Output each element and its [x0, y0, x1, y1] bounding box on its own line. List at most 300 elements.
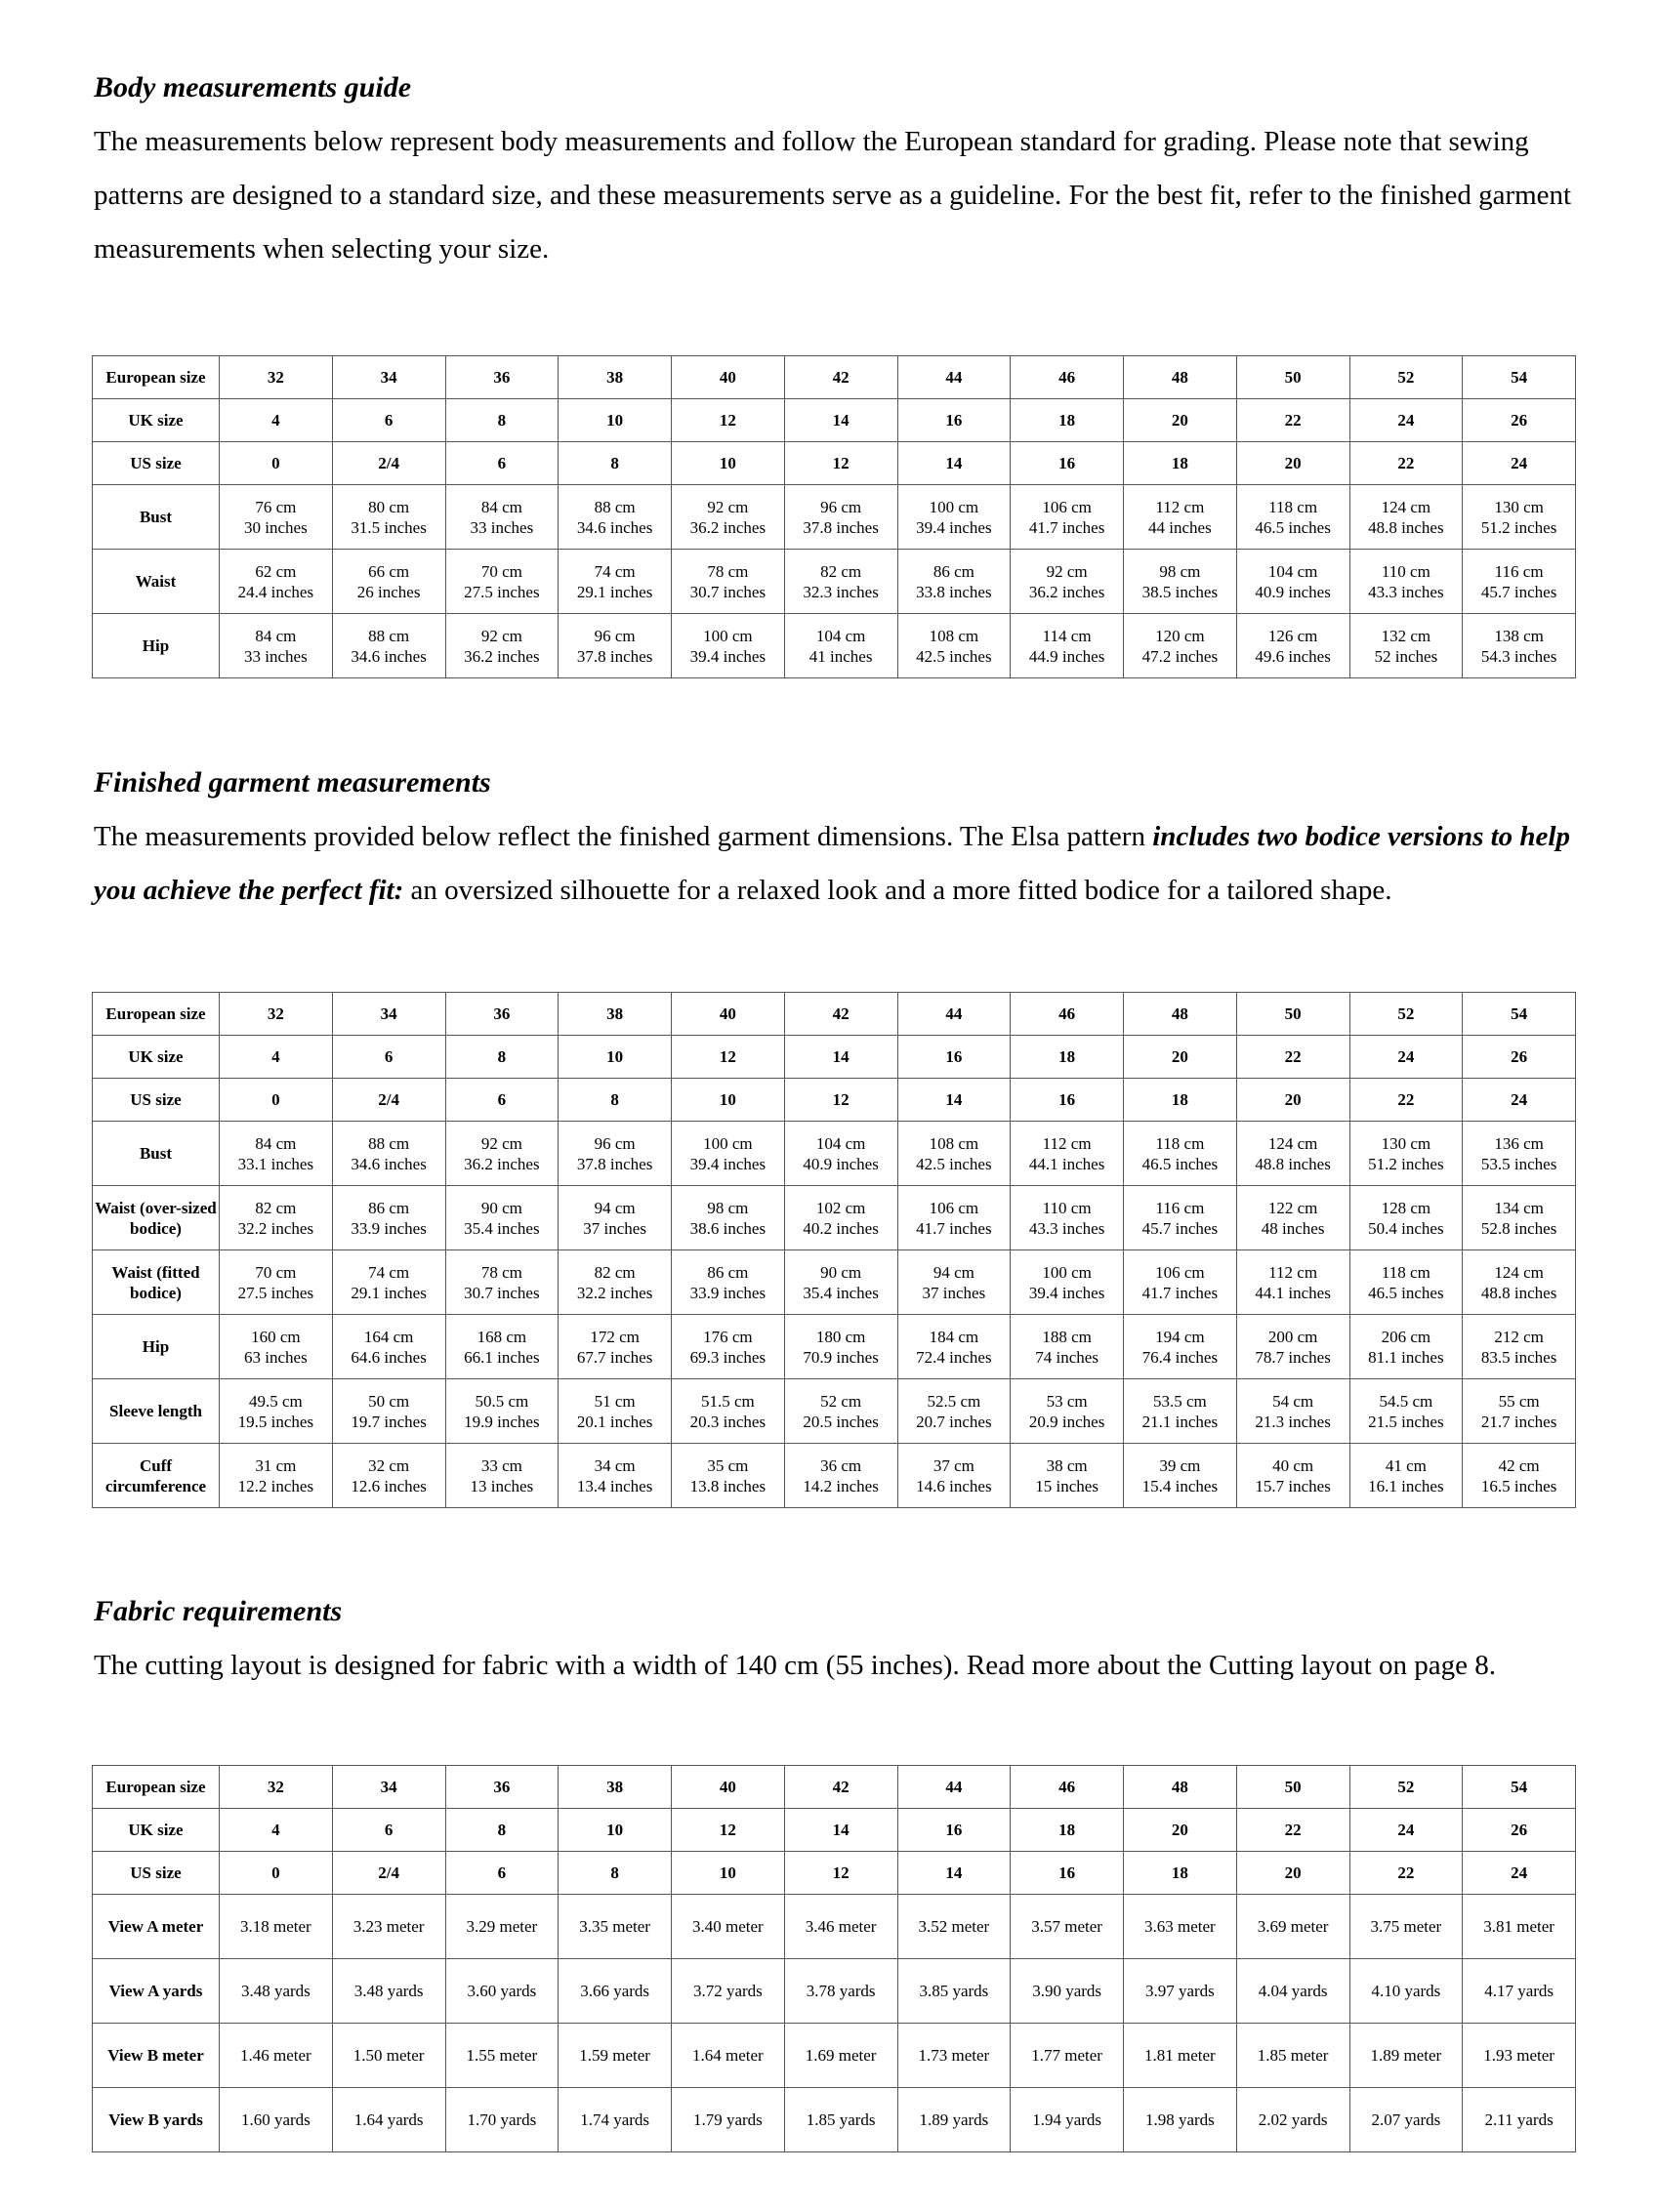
cm-value: 92 cm — [1046, 561, 1088, 581]
cm-value: 160 cm — [251, 1327, 301, 1346]
measurement-cell — [1236, 1186, 1349, 1250]
fabric-cell: 3.35 meter — [559, 1895, 672, 1959]
inch-value: 44.9 inches — [1028, 646, 1105, 666]
inch-value: 45.7 inches — [1480, 582, 1557, 601]
cm-value: 96 cm — [820, 497, 862, 516]
finished-garment-section — [94, 765, 1574, 918]
size-cell: 20 — [1124, 399, 1237, 442]
cm-value: 35 cm — [707, 1455, 749, 1475]
measurement-cell — [784, 1186, 897, 1250]
size-cell: 52 — [1349, 1766, 1463, 1809]
inch-value: 76.4 inches — [1141, 1347, 1219, 1367]
measurement-cell — [332, 614, 445, 678]
row-header: View A yards — [93, 1959, 220, 2024]
inch-value: 35.4 inches — [803, 1283, 879, 1302]
measurement-cell — [672, 1186, 785, 1250]
size-cell: 52 — [1349, 356, 1463, 399]
row-header: Waist (over-sized bodice) — [93, 1186, 220, 1250]
size-cell: 8 — [445, 1036, 559, 1079]
size-cell: 16 — [1011, 1079, 1124, 1122]
fabric-cell: 3.81 meter — [1463, 1895, 1576, 1959]
size-cell: 52 — [1349, 993, 1463, 1036]
size-cell: 34 — [332, 993, 445, 1036]
inch-value: 19.7 inches — [351, 1412, 427, 1431]
row-header: Hip — [93, 1315, 220, 1379]
size-cell: 20 — [1236, 1852, 1349, 1895]
measurement-row — [93, 1315, 1576, 1379]
inch-value: 14.6 inches — [916, 1476, 992, 1495]
measurement-cell — [672, 550, 785, 614]
size-cell: 18 — [1011, 1809, 1124, 1852]
cm-value: 55 cm — [1498, 1391, 1540, 1411]
fabric-cell: 1.59 meter — [559, 2024, 672, 2088]
measurement-cell — [672, 1315, 785, 1379]
size-cell: 6 — [332, 1809, 445, 1852]
fabric-cell: 1.81 meter — [1124, 2024, 1237, 2088]
measurement-cell — [784, 614, 897, 678]
cm-value: 134 cm — [1494, 1198, 1544, 1217]
size-cell: 16 — [897, 399, 1011, 442]
measurement-cell — [445, 550, 559, 614]
size-cell: 16 — [1011, 1852, 1124, 1895]
size-cell: 8 — [559, 442, 672, 485]
measurement-cell — [1011, 1379, 1124, 1444]
size-cell: 12 — [784, 1852, 897, 1895]
cm-value: 90 cm — [820, 1262, 862, 1282]
cm-value: 74 cm — [594, 561, 636, 581]
inch-value: 16.1 inches — [1368, 1476, 1444, 1495]
cm-value: 114 cm — [1042, 626, 1092, 645]
row-header: US size — [93, 1852, 220, 1895]
size-cell: 44 — [897, 1766, 1011, 1809]
size-cell: 48 — [1124, 356, 1237, 399]
fabric-cell: 3.63 meter — [1124, 1895, 1237, 1959]
fabric-cell: 3.85 yards — [897, 1959, 1011, 2024]
cm-value: 116 cm — [1494, 561, 1544, 581]
cm-value: 50.5 cm — [475, 1391, 529, 1411]
measurement-cell — [332, 1250, 445, 1315]
measurement-row — [93, 550, 1576, 614]
measurement-cell — [332, 485, 445, 550]
size-cell: 18 — [1124, 1852, 1237, 1895]
measurement-cell — [1236, 1444, 1349, 1508]
measurement-cell — [445, 1379, 559, 1444]
measurement-cell — [1349, 1186, 1463, 1250]
cm-value: 84 cm — [255, 626, 297, 645]
size-cell: 26 — [1463, 1036, 1576, 1079]
inch-value: 33.8 inches — [916, 582, 992, 601]
size-cell: 38 — [559, 993, 672, 1036]
measurement-cell — [1463, 550, 1576, 614]
cm-value: 84 cm — [255, 1133, 297, 1153]
cm-value: 86 cm — [707, 1262, 749, 1282]
inch-value: 20.5 inches — [803, 1412, 879, 1431]
cm-value: 112 cm — [1042, 1133, 1092, 1153]
measurement-cell — [1011, 1315, 1124, 1379]
row-header: European size — [93, 993, 220, 1036]
size-row — [93, 993, 1576, 1036]
measurement-cell — [897, 1444, 1011, 1508]
inch-value: 37.8 inches — [576, 1154, 653, 1173]
cm-value: 50 cm — [368, 1391, 410, 1411]
size-cell: 0 — [220, 1852, 333, 1895]
size-cell: 10 — [672, 1079, 785, 1122]
inch-value: 13.8 inches — [689, 1476, 767, 1495]
measurement-cell — [332, 1186, 445, 1250]
inch-value: 74 inches — [1035, 1347, 1098, 1367]
measurement-cell — [897, 1122, 1011, 1186]
fabric-cell: 1.69 meter — [784, 2024, 897, 2088]
size-row — [93, 1766, 1576, 1809]
fabric-cell: 3.78 yards — [784, 1959, 897, 2024]
measurement-cell — [1349, 1315, 1463, 1379]
inch-value: 13.4 inches — [576, 1476, 653, 1495]
cm-value: 130 cm — [1494, 497, 1544, 516]
inch-value: 36.2 inches — [1028, 582, 1105, 601]
size-cell: 12 — [672, 1809, 785, 1852]
row-header: Bust — [93, 485, 220, 550]
fabric-cell: 3.23 meter — [332, 1895, 445, 1959]
cm-value: 78 cm — [480, 1262, 522, 1282]
paragraph-text: The measurements provided below reflect the finished garment dimensions. The Elsa pattern — [94, 821, 1153, 852]
inch-value: 36.2 inches — [464, 1154, 540, 1173]
size-cell: 44 — [897, 993, 1011, 1036]
cm-value: 118 cm — [1155, 1133, 1205, 1153]
inch-value: 32.2 inches — [237, 1218, 314, 1238]
size-cell: 22 — [1236, 399, 1349, 442]
measurement-cell — [1124, 485, 1237, 550]
cm-value: 76 cm — [255, 497, 297, 516]
size-cell: 22 — [1236, 1036, 1349, 1079]
measurement-cell — [1463, 1315, 1576, 1379]
size-cell: 6 — [445, 1852, 559, 1895]
fabric-requirements-heading: Fabric requirements — [94, 1595, 343, 1627]
cm-value: 36 cm — [820, 1455, 862, 1475]
measurement-cell — [1463, 1250, 1576, 1315]
inch-value: 15.4 inches — [1141, 1476, 1219, 1495]
size-cell: 46 — [1011, 993, 1124, 1036]
cm-value: 138 cm — [1494, 626, 1544, 645]
measurement-cell — [672, 614, 785, 678]
size-cell: 8 — [445, 399, 559, 442]
inch-value: 33.1 inches — [237, 1154, 314, 1173]
cm-value: 31 cm — [255, 1455, 297, 1475]
inch-value: 21.3 inches — [1255, 1412, 1331, 1431]
fabric-cell: 1.55 meter — [445, 2024, 559, 2088]
inch-value: 52 inches — [1374, 646, 1438, 666]
fabric-cell: 1.50 meter — [332, 2024, 445, 2088]
cm-value: 94 cm — [594, 1198, 636, 1217]
row-header: Hip — [93, 614, 220, 678]
size-cell: 54 — [1463, 1766, 1576, 1809]
size-cell: 24 — [1463, 442, 1576, 485]
inch-value: 30.7 inches — [464, 1283, 540, 1302]
size-cell: 22 — [1236, 1809, 1349, 1852]
fabric-cell: 4.17 yards — [1463, 1959, 1576, 2024]
measurement-cell — [559, 1444, 672, 1508]
cm-value: 108 cm — [929, 1133, 979, 1153]
size-cell: 10 — [672, 1852, 785, 1895]
size-cell: 42 — [784, 1766, 897, 1809]
body-measurements-heading: Body measurements guide — [94, 71, 412, 103]
inch-value: 39.4 inches — [1028, 1283, 1105, 1302]
size-cell: 20 — [1236, 1079, 1349, 1122]
inch-value: 37.8 inches — [576, 646, 653, 666]
inch-value: 20.1 inches — [576, 1412, 653, 1431]
measurement-cell — [559, 1250, 672, 1315]
inch-value: 33.9 inches — [689, 1283, 767, 1302]
measurement-cell — [897, 550, 1011, 614]
size-cell: 16 — [897, 1809, 1011, 1852]
size-cell: 36 — [445, 993, 559, 1036]
inch-value: 26 inches — [356, 582, 421, 601]
size-row — [93, 1809, 1576, 1852]
cm-value: 124 cm — [1267, 1133, 1318, 1153]
inch-value: 52.8 inches — [1480, 1218, 1557, 1238]
measurement-cell — [445, 1122, 559, 1186]
inch-value: 48.8 inches — [1368, 517, 1444, 537]
size-cell: 24 — [1349, 1809, 1463, 1852]
measurement-cell — [220, 485, 333, 550]
cm-value: 176 cm — [703, 1327, 753, 1346]
size-cell: 18 — [1011, 1036, 1124, 1079]
measurement-cell — [1124, 1250, 1237, 1315]
inch-value: 51.2 inches — [1480, 517, 1557, 537]
measurement-row — [93, 1895, 1576, 1959]
measurement-cell — [784, 550, 897, 614]
fabric-cell: 1.46 meter — [220, 2024, 333, 2088]
cm-value: 112 cm — [1268, 1262, 1318, 1282]
measurement-cell — [784, 1250, 897, 1315]
fabric-cell: 1.70 yards — [445, 2088, 559, 2152]
inch-value: 44.1 inches — [1255, 1283, 1331, 1302]
measurement-cell — [1124, 1444, 1237, 1508]
size-cell: 50 — [1236, 993, 1349, 1036]
cm-value: 51.5 cm — [700, 1391, 755, 1411]
inch-value: 48 inches — [1261, 1218, 1325, 1238]
measurement-cell — [1349, 1122, 1463, 1186]
cm-value: 128 cm — [1381, 1198, 1431, 1217]
size-cell: 14 — [897, 1079, 1011, 1122]
size-cell: 2/4 — [332, 1852, 445, 1895]
measurement-cell — [897, 1379, 1011, 1444]
measurement-cell — [559, 1315, 672, 1379]
row-header: Sleeve length — [93, 1379, 220, 1444]
measurement-cell — [1236, 485, 1349, 550]
inch-value: 46.5 inches — [1255, 517, 1331, 537]
measurement-cell — [559, 550, 672, 614]
measurement-cell — [220, 1315, 333, 1379]
size-cell: 18 — [1011, 399, 1124, 442]
measurement-cell — [445, 614, 559, 678]
inch-value: 32.2 inches — [576, 1283, 653, 1302]
cm-value: 100 cm — [703, 626, 753, 645]
fabric-cell: 3.66 yards — [559, 1959, 672, 2024]
cm-value: 92 cm — [707, 497, 749, 516]
inch-value: 36.2 inches — [464, 646, 540, 666]
cm-value: 188 cm — [1042, 1327, 1092, 1346]
size-row — [93, 442, 1576, 485]
inch-value: 78.7 inches — [1255, 1347, 1331, 1367]
measurement-row — [93, 1444, 1576, 1508]
inch-value: 16.5 inches — [1480, 1476, 1557, 1495]
fabric-cell: 1.89 yards — [897, 2088, 1011, 2152]
inch-value: 39.4 inches — [689, 1154, 767, 1173]
inch-value: 66.1 inches — [464, 1347, 540, 1367]
size-cell: 32 — [220, 993, 333, 1036]
fabric-cell: 1.74 yards — [559, 2088, 672, 2152]
measurement-cell — [1349, 1250, 1463, 1315]
inch-value: 67.7 inches — [576, 1347, 653, 1367]
size-cell: 16 — [1011, 442, 1124, 485]
size-cell: 50 — [1236, 356, 1349, 399]
cm-value: 54 cm — [1272, 1391, 1314, 1411]
measurement-cell — [1463, 614, 1576, 678]
size-cell: 12 — [672, 399, 785, 442]
cm-value: 110 cm — [1381, 561, 1430, 581]
inch-value: 44.1 inches — [1028, 1154, 1105, 1173]
inch-value: 48.8 inches — [1255, 1154, 1331, 1173]
measurement-row — [93, 1250, 1576, 1315]
cm-value: 98 cm — [707, 1198, 749, 1217]
inch-value: 19.9 inches — [464, 1412, 540, 1431]
fabric-cell: 3.60 yards — [445, 1959, 559, 2024]
cm-value: 126 cm — [1267, 626, 1318, 645]
measurement-cell — [1349, 1444, 1463, 1508]
inch-value: 34.6 inches — [576, 517, 653, 537]
cm-value: 78 cm — [707, 561, 749, 581]
measurement-row — [93, 2088, 1576, 2152]
cm-value: 100 cm — [703, 1133, 753, 1153]
cm-value: 112 cm — [1155, 497, 1205, 516]
cm-value: 124 cm — [1494, 1262, 1544, 1282]
inch-value: 72.4 inches — [916, 1347, 992, 1367]
fabric-cell: 1.79 yards — [672, 2088, 785, 2152]
cm-value: 118 cm — [1381, 1262, 1430, 1282]
size-cell: 40 — [672, 1766, 785, 1809]
measurement-cell — [445, 1186, 559, 1250]
cm-value: 122 cm — [1267, 1198, 1318, 1217]
fabric-cell: 3.29 meter — [445, 1895, 559, 1959]
inch-value: 46.5 inches — [1368, 1283, 1444, 1302]
size-cell: 2/4 — [332, 442, 445, 485]
fabric-cell: 4.10 yards — [1349, 1959, 1463, 2024]
cm-value: 37 cm — [933, 1455, 974, 1475]
size-cell: 16 — [897, 1036, 1011, 1079]
measurement-cell — [1236, 1250, 1349, 1315]
row-header: US size — [93, 1079, 220, 1122]
measurement-cell — [1463, 1379, 1576, 1444]
measurement-cell — [1011, 1186, 1124, 1250]
inch-value: 49.6 inches — [1255, 646, 1331, 666]
inch-value: 37 inches — [922, 1283, 986, 1302]
size-cell: 44 — [897, 356, 1011, 399]
row-header: View A meter — [93, 1895, 220, 1959]
cm-value: 51 cm — [594, 1391, 636, 1411]
measurement-cell — [332, 1122, 445, 1186]
cm-value: 66 cm — [368, 561, 410, 581]
fabric-requirements-table — [92, 1765, 1576, 2152]
measurement-cell — [1011, 1250, 1124, 1315]
size-cell: 8 — [559, 1852, 672, 1895]
fabric-cell: 2.07 yards — [1349, 2088, 1463, 2152]
inch-value: 48.8 inches — [1480, 1283, 1557, 1302]
fabric-cell: 1.85 yards — [784, 2088, 897, 2152]
cm-value: 136 cm — [1494, 1133, 1544, 1153]
size-cell: 36 — [445, 356, 559, 399]
inch-value: 14.2 inches — [803, 1476, 879, 1495]
size-cell: 6 — [332, 1036, 445, 1079]
fabric-cell: 1.64 yards — [332, 2088, 445, 2152]
inch-value: 38.6 inches — [689, 1218, 767, 1238]
size-cell: 14 — [784, 1809, 897, 1852]
cm-value: 104 cm — [1267, 561, 1318, 581]
size-cell: 6 — [445, 1079, 559, 1122]
measurement-row — [93, 485, 1576, 550]
size-cell: 34 — [332, 356, 445, 399]
cm-value: 82 cm — [594, 1262, 636, 1282]
measurement-cell — [1349, 614, 1463, 678]
measurement-cell — [1349, 550, 1463, 614]
cm-value: 88 cm — [594, 497, 636, 516]
measurement-cell — [1236, 550, 1349, 614]
paragraph-emphasis: includes two bodice versions to help you achieve the perfect fit: — [94, 821, 1570, 906]
size-cell: 40 — [672, 993, 785, 1036]
row-header: Waist (fitted bodice) — [93, 1250, 220, 1315]
cm-value: 41 cm — [1385, 1455, 1427, 1475]
measurement-cell — [445, 1444, 559, 1508]
size-cell: 12 — [672, 1036, 785, 1079]
fabric-cell: 1.60 yards — [220, 2088, 333, 2152]
inch-value: 50.4 inches — [1368, 1218, 1444, 1238]
cm-value: 96 cm — [594, 626, 636, 645]
measurement-row — [93, 1122, 1576, 1186]
fabric-cell: 4.04 yards — [1236, 1959, 1349, 2024]
measurement-cell — [1236, 614, 1349, 678]
cm-value: 106 cm — [1042, 497, 1092, 516]
measurement-cell — [784, 485, 897, 550]
cm-value: 52 cm — [820, 1391, 862, 1411]
size-cell: 40 — [672, 356, 785, 399]
inch-value: 15 inches — [1035, 1476, 1098, 1495]
measurement-cell — [445, 1315, 559, 1379]
measurement-cell — [559, 1379, 672, 1444]
finished-garment-table — [92, 992, 1576, 1508]
inch-value: 51.2 inches — [1368, 1154, 1444, 1173]
measurement-cell — [1124, 1186, 1237, 1250]
measurement-cell — [784, 1315, 897, 1379]
fabric-cell: 3.75 meter — [1349, 1895, 1463, 1959]
inch-value: 20.9 inches — [1028, 1412, 1105, 1431]
size-cell: 6 — [445, 442, 559, 485]
cm-value: 200 cm — [1267, 1327, 1318, 1346]
measurement-cell — [897, 614, 1011, 678]
inch-value: 33.9 inches — [351, 1218, 427, 1238]
measurement-row — [93, 614, 1576, 678]
inch-value: 13 inches — [470, 1476, 534, 1495]
fabric-cell: 3.40 meter — [672, 1895, 785, 1959]
measurement-cell — [559, 614, 672, 678]
size-cell: 12 — [784, 1079, 897, 1122]
cm-value: 132 cm — [1381, 626, 1431, 645]
inch-value: 35.4 inches — [464, 1218, 540, 1238]
fabric-cell: 2.11 yards — [1463, 2088, 1576, 2152]
size-cell: 0 — [220, 1079, 333, 1122]
row-header: Bust — [93, 1122, 220, 1186]
size-cell: 22 — [1349, 442, 1463, 485]
size-cell: 4 — [220, 1809, 333, 1852]
size-row — [93, 399, 1576, 442]
